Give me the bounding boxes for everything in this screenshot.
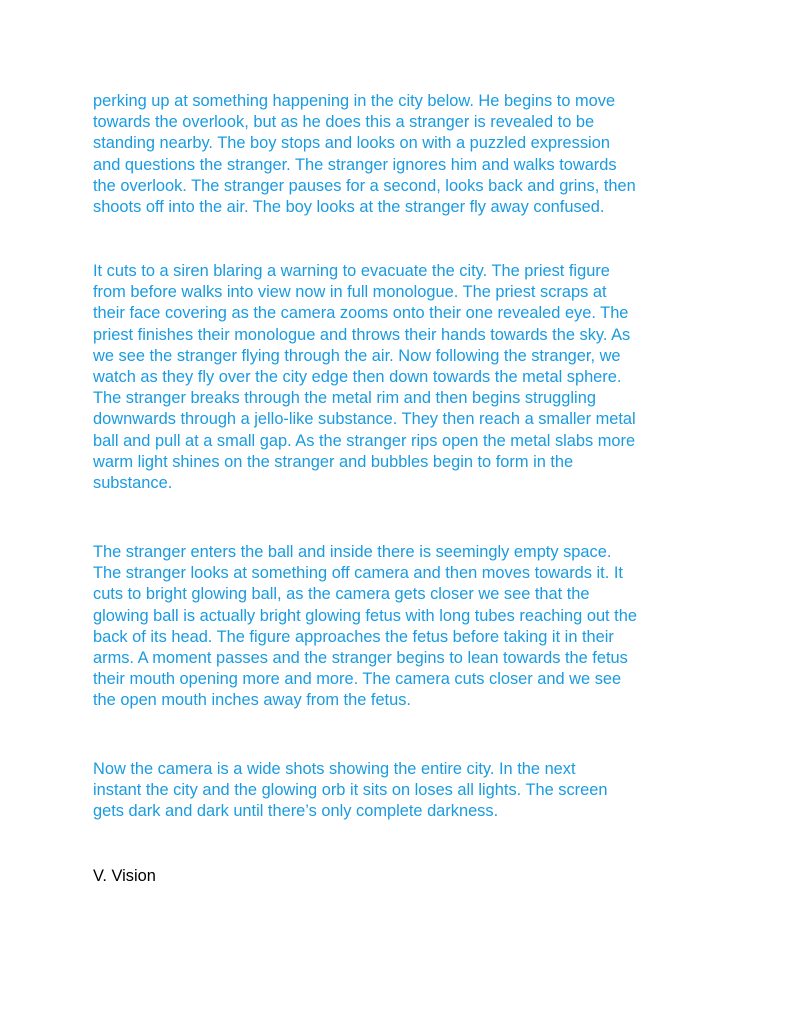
section-heading-vision: V. Vision xyxy=(93,867,156,885)
paragraph-boy-and-stranger: perking up at something happening in the city below. He begins to move towards the overlook, but as he does this a stranger is revealed to be standing nearby. The boy stops and looks on with a puzzled expression and questions the stranger. The stranger ignores him and walks towards the overlook. The stranger pauses for a second, looks back and grins, then shoots off into the air. The boy looks at the stranger fly away confused. xyxy=(93,92,636,217)
paragraph-stranger-and-fetus: The stranger enters the ball and inside there is seemingly empty space. The stranger looks at something off camera and then moves towards it. It cuts to bright glowing ball, as the camera gets closer we see that the glowing ball is actually bright glowing fetus with long tubes reaching out the back of its head. The figure approaches the fetus before taking it in their arms. A moment passes and the stranger begins to lean towards the fetus their mouth opening more and more. The camera cuts closer and we see the open mouth inches away from the fetus. xyxy=(93,543,637,710)
paragraph-siren-and-priest: It cuts to a siren blaring a warning to evacuate the city. The priest figure from before walks into view now in full monologue. The priest scraps at their face covering as the camera zooms onto their one revealed eye. The priest finishes their monologue and throws their hands towards the sky. As we see the stranger flying through the air. Now following the stranger, we watch as they fly over the city edge then down towards the metal sphere. The stranger breaks through the metal rim and then begins struggling downwards through a jello-like substance. They then reach a smaller metal ball and pull at a small gap. As the stranger rips open the metal slabs more warm light shines on the stranger and bubbles begin to form in the substance. xyxy=(93,262,636,493)
paragraph-city-darkness: Now the camera is a wide shots showing the entire city. In the next instant the city and the glowing orb it sits on loses all lights. The screen gets dark and dark until there’s only complete darkness. xyxy=(93,760,608,821)
